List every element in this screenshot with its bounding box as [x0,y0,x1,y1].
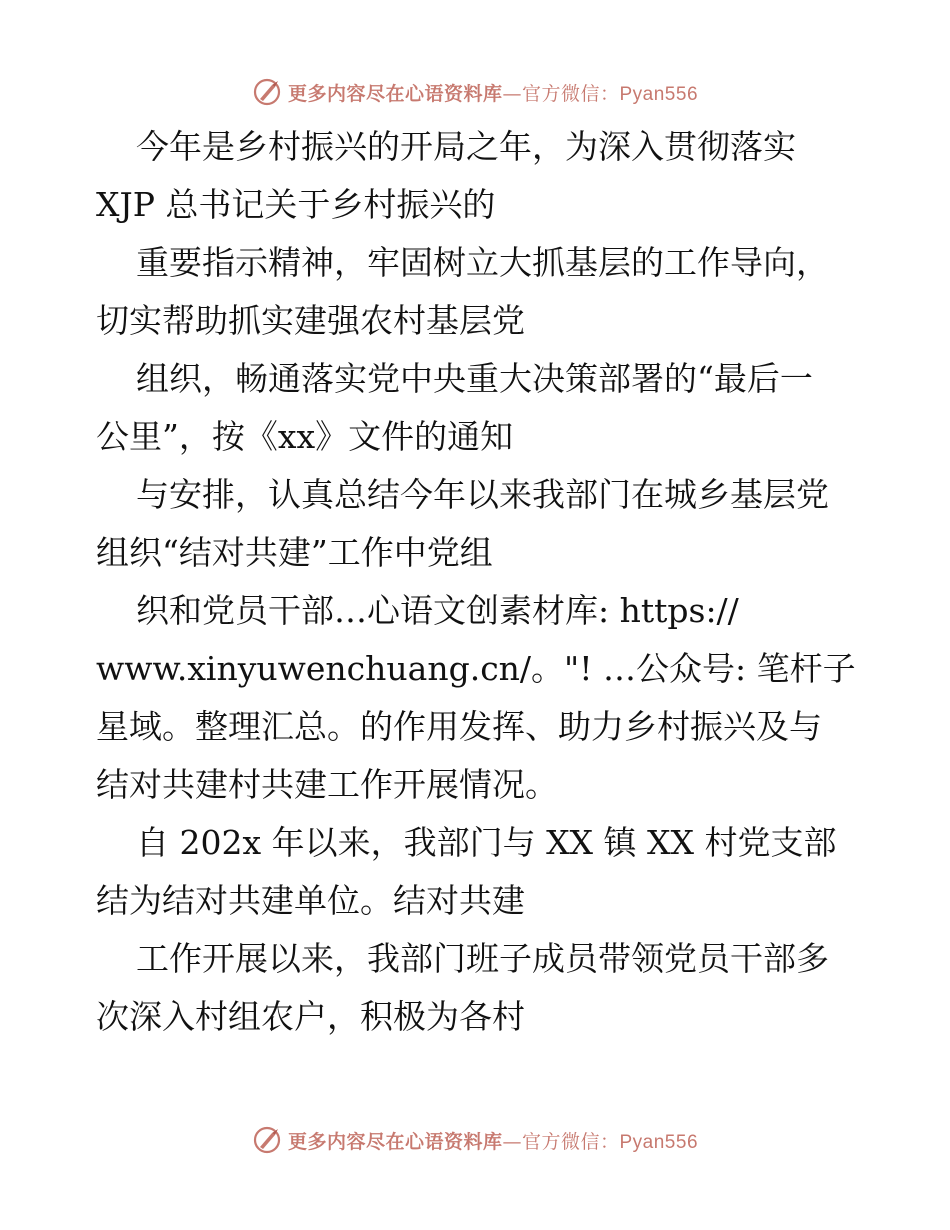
quill-logo-icon [252,1125,282,1155]
footer-watermark [0,1120,950,1160]
text-line: 今年是乡村振兴的开局之年，为深入贯彻落实 [136,127,796,166]
text-line: 结对共建村共建工作开展情况。 [96,765,558,804]
text-line: www.xinyuwenchuang.cn/。"! …公众号: 笔杆子 [96,649,856,688]
text-line: 结为结对共建单位。结对共建 [96,881,525,920]
text-line: 公里”，按《xx》文件的通知 [96,417,514,456]
watermark-separator: — [502,82,522,105]
text-line: 星域。整理汇总。的作用发挥、助力乡村振兴及与 [96,707,822,746]
watermark-brand: 更多内容尽在心语资料库 [287,82,503,105]
text-line: XJP 总书记关于乡村振兴的 [96,185,496,224]
text-line: 切实帮助抓实建强农村基层党 [96,301,525,340]
text-line: 重要指示精神，牢固树立大抓基层的工作导向， [136,243,829,282]
watermark-contact: 官方微信：Pyan556 [522,83,699,105]
text-line: 次深入村组农户，积极为各村 [96,997,525,1036]
document-body [96,118,866,1046]
text-line: 自 202x 年以来，我部门与 XX 镇 XX 村党支部 [136,823,837,862]
text-line: 工作开展以来，我部门班子成员带领党员干部多 [136,939,829,978]
header-watermark [0,72,950,112]
watermark-separator: — [502,1130,522,1153]
watermark-brand: 更多内容尽在心语资料库 [287,1130,503,1153]
watermark-contact: 官方微信：Pyan556 [522,1131,699,1153]
watermark-text [288,1127,698,1154]
watermark-text [288,79,698,106]
text-line: 组织，畅通落实党中央重大决策部署的“最后一 [136,359,813,398]
text-line: 与安排，认真总结今年以来我部门在城乡基层党 [136,475,829,514]
text-line: 组织“结对共建”工作中党组 [96,533,493,572]
text-line: 织和党员干部…心语文创素材库: https:// [136,591,739,630]
quill-logo-icon [252,77,282,107]
